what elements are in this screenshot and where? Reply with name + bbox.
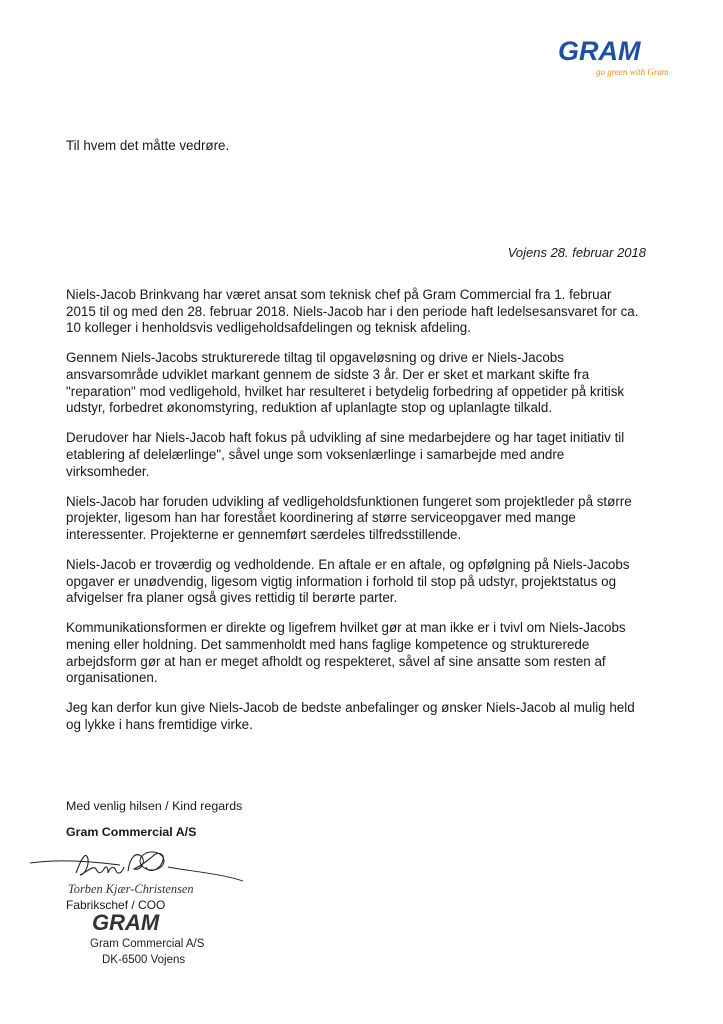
logo-tagline: go green with Gram	[596, 67, 669, 77]
paragraph: Gennem Niels-Jacobs strukturerede tiltag til opgaveløsning og drive er Niels-Jacobs ansvarsområde udviklet markant gennem de sidste 3 år. Der er sket et markant skifte fra "reparation" mod vedligehold, hvilket har resulteret i betydelig forbedring af oppetider på kritisk udstyr, forbedret økonomstyring, reduktion af uplanlagte stop og uplanlagte tilkald.	[66, 350, 625, 416]
signer-name: Torben Kjær-Christensen	[68, 882, 194, 896]
paragraph: Niels-Jacob har foruden udvikling af vedligeholdsfunktionen fungeret som projektleder på større projekter, ligesom han har forestået koordinering af større serviceopgaver med mange interessenter. Projekterne er gennemført særdeles tilfredsstillende.	[66, 493, 632, 542]
paragraph: Niels-Jacob er troværdig og vedholdende. En aftale er en aftale, og opfølgning på Niels-Jacobs opgaver er unødvendig, ligesom vigtig information i forhold til stop på udstyr, projektstatus og afvigelser fra planer også gives rettidig til berørte parter.	[66, 557, 630, 606]
letter-date: Vojens 28. februar 2018	[507, 245, 646, 260]
company-stamp	[90, 910, 240, 970]
logo-brand: GRAM	[558, 36, 641, 66]
letter-body	[66, 287, 641, 747]
paragraph: Jeg kan derfor kun give Niels-Jacob de bedste anbefalinger og ønsker Niels-Jacob al mulig held og lykke i hans fremtidige virke.	[66, 700, 635, 733]
stamp-address: DK-6500 Vojens	[102, 954, 186, 966]
gram-logo	[556, 36, 674, 80]
stamp-brand: GRAM	[92, 910, 160, 935]
paragraph: Derudover har Niels-Jacob haft fokus på udvikling af sine medarbejdere og har taget initiativ til etablering af delelærlinge", såvel unge som voksenlærlinge i samarbejde med andre virksomheder.	[66, 430, 625, 479]
stamp-company: Gram Commercial A/S	[90, 938, 205, 950]
company-name: Gram Commercial A/S	[66, 825, 197, 839]
signer-title: Fabrikschef / COO	[66, 898, 166, 912]
stamp-logo	[90, 910, 190, 936]
salutation: Til hvem det måtte vedrøre.	[66, 138, 230, 153]
closing: Med venlig hilsen / Kind regards	[66, 799, 243, 813]
paragraph: Niels-Jacob Brinkvang har været ansat som teknisk chef på Gram Commercial fra 1. februar 2015 til og med den 28. februar 2018. Niels-Jacob har i den periode haft ledelsesansvaret for ca. 10 kolleger i henholdsvis vedligeholdsafdelingen og teknisk afdeling.	[66, 287, 639, 336]
paragraph: Kommunikationsformen er direkte og ligefrem hvilket gør at man ikke er i tvivl om Niels-Jacobs mening eller holdning. Det sammenholdt med hans faglige kompetence og strukturerede arbejdsform gør at han er meget afholdt og respekteret, såvel af sine ansatte som resten af organisationen.	[66, 620, 626, 686]
